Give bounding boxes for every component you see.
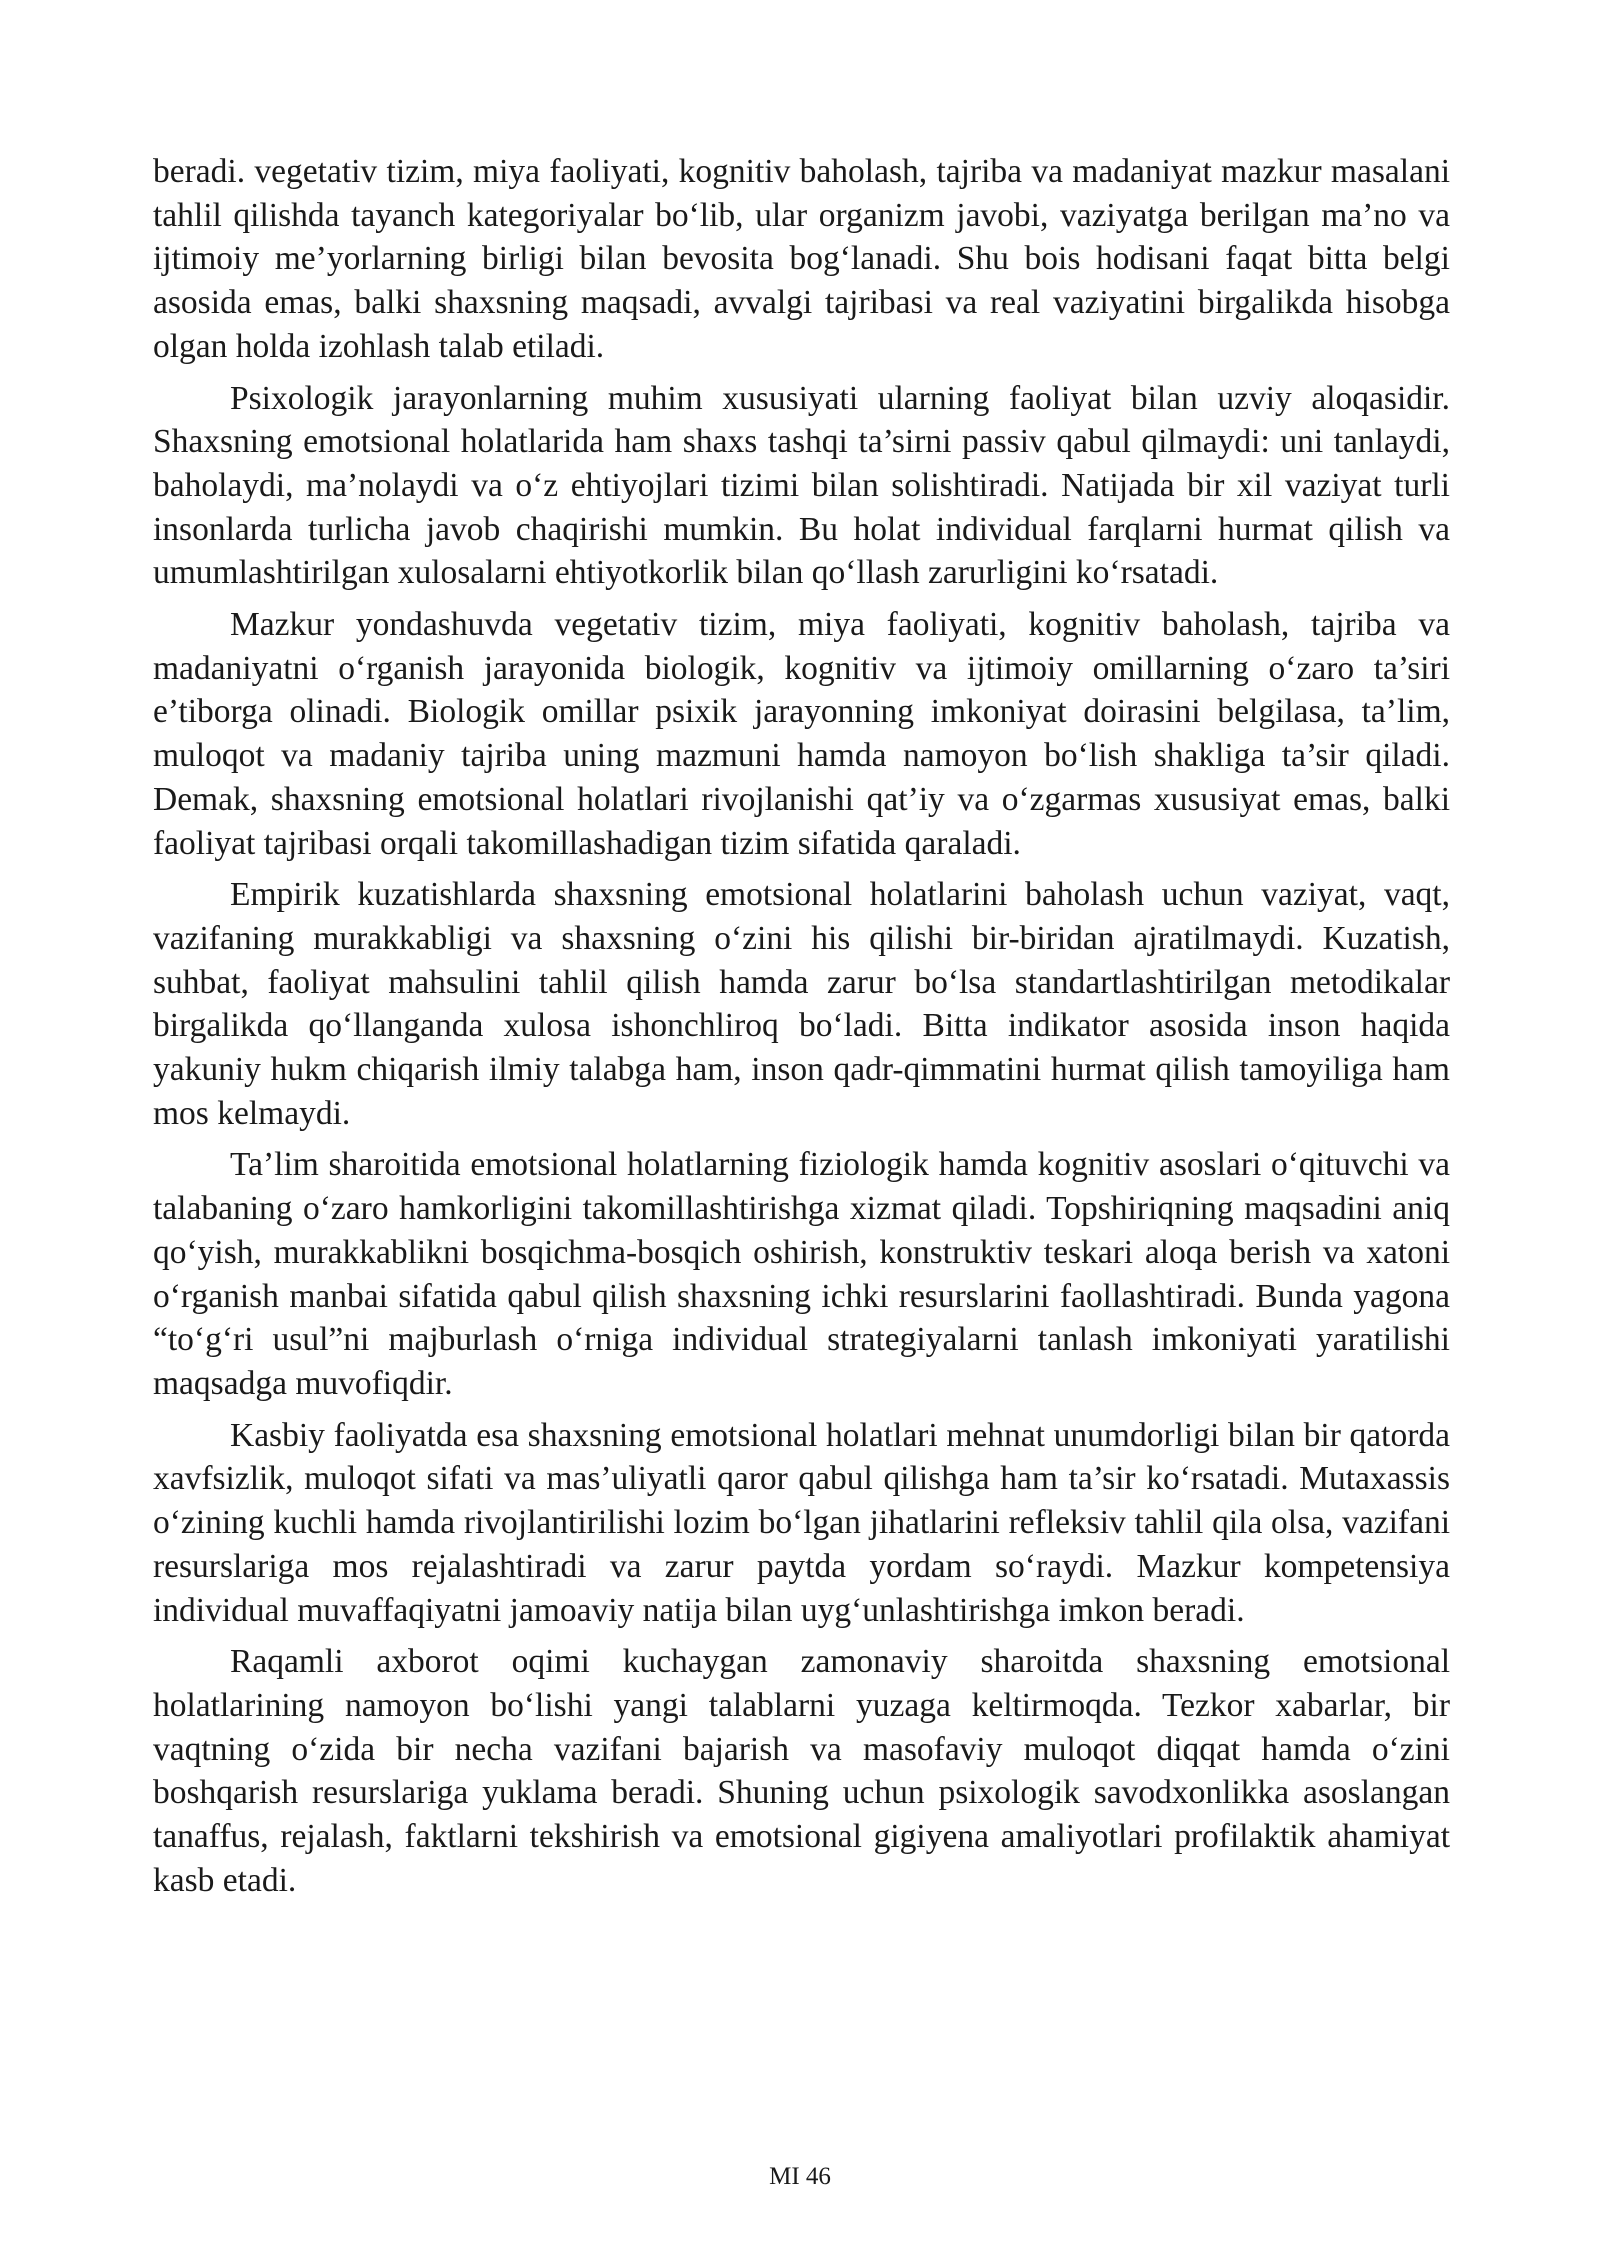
paragraph-4: Empirik kuzatishlarda shaxsning emotsional holatlarini baholash uchun vaziyat, vaqt, vazifaning murakkabligi va shaxsning o‘zini his qilishi bir-biridan ajratilmaydi. Kuzatish, suhbat, faoliyat mahsulini tahlil qilish hamda zarur bo‘lsa standartlashtirilgan metodikalar birgalikda qo‘llanganda xulosa ishonchliroq bo‘ladi. Bitta indikator asosida inson haqida yakuniy hukm chiqarish ilmiy talabga ham, inson qadr-qimmatini hurmat qilish tamoyiliga ham mos kelmaydi.: [153, 876, 1450, 1132]
page-number: MI 46: [769, 2163, 831, 2190]
paragraph-2: Psixologik jarayonlarning muhim xususiyati ularning faoliyat bilan uzviy aloqasidir. Shaxsning emotsional holatlarida ham shaxs tashqi ta’sirni passiv qabul qilmaydi: uni tanlaydi, baholaydi, ma’nolaydi va o‘z ehtiyojlari tizimi bilan solishtiradi. Natijada bir xil vaziyat turli insonlarda turlicha javob chaqirishi mumkin. Bu holat individual farqlarni hurmat qilish va umumlashtirilgan xulosalarni ehtiyotkorlik bilan qo‘llash zarurligini ko‘rsatadi.: [153, 379, 1450, 592]
paragraph-3: Mazkur yondashuvda vegetativ tizim, miya faoliyati, kognitiv baholash, tajriba va madaniyatni o‘rganish jarayonida biologik, kognitiv va ijtimoiy omillarning o‘zaro ta’siri e’tiborga olinadi. Biologik omillar psixik jarayonning imkoniyat doirasini belgilasa, ta’lim, muloqot va madaniy tajriba uning mazmuni hamda namoyon bo‘lish shakliga ta’sir qiladi. Demak, shaxsning emotsional holatlari rivojlanishi qat’iy va o‘zgarmas xususiyat emas, balki faoliyat tajribasi orqali takomillashadigan tizim sifatida qaraladi.: [153, 606, 1450, 862]
paragraph-7: Raqamli axborot oqimi kuchaygan zamonaviy sharoitda shaxsning emotsional holatlarining namoyon bo‘lishi yangi talablarni yuzaga keltirmoqda. Tezkor xabarlar, bir vaqtning o‘zida bir necha vazifani bajarish va masofaviy muloqot diqqat hamda o‘zini boshqarish resurslariga yuklama beradi. Shuning uchun psixologik savodxonlikka asoslangan tanaffus, rejalash, faktlarni tekshirish va emotsional gigiyena amaliyotlari profilaktik ahamiyat kasb etadi.: [153, 1643, 1450, 1899]
paragraph-5: Ta’lim sharoitida emotsional holatlarning fiziologik hamda kognitiv asoslari o‘qituvchi va talabaning o‘zaro hamkorligini takomillashtirishga xizmat qiladi. Topshiriqning maqsadini aniq qo‘yish, murakkablikni bosqichma-bosqich oshirish, konstruktiv teskari aloqa berish va xatoni o‘rganish manbai sifatida qabul qilish shaxsning ichki resurslarini faollashtiradi. Bunda yagona “to‘g‘ri usul”ni majburlash o‘rniga individual strategiyalarni tanlash imkoniyati yaratilishi maqsadga muvofiqdir.: [153, 1146, 1450, 1402]
paragraph-1: beradi. vegetativ tizim, miya faoliyati, kognitiv baholash, tajriba va madaniyat mazkur masalani tahlil qilishda tayanch kategoriyalar bo‘lib, ular organizm javobi, vaziyatga berilgan ma’no va ijtimoiy me’yorlarning birligi bilan bevosita bog‘lanadi. Shu bois hodisani faqat bitta belgi asosida emas, balki shaxsning maqsadi, avvalgi tajribasi va real vaziyatini birgalikda hisobga olgan holda izohlash talab etiladi.: [153, 153, 1450, 365]
paragraph-6: Kasbiy faoliyatda esa shaxsning emotsional holatlari mehnat unumdorligi bilan bir qatorda xavfsizlik, muloqot sifati va mas’uliyatli qaror qabul qilishga ham ta’sir ko‘rsatadi. Mutaxassis o‘zining kuchli hamda rivojlantirilishi lozim bo‘lgan jihatlarini refleksiv tahlil qila olsa, vazifani resurslariga mos rejalashtiradi va zarur paytda yordam so‘raydi. Mazkur kompetensiya individual muvaffaqiyatni jamoaviy natija bilan uyg‘unlashtirishga imkon beradi.: [153, 1416, 1450, 1629]
page-body: [153, 150, 1450, 1910]
